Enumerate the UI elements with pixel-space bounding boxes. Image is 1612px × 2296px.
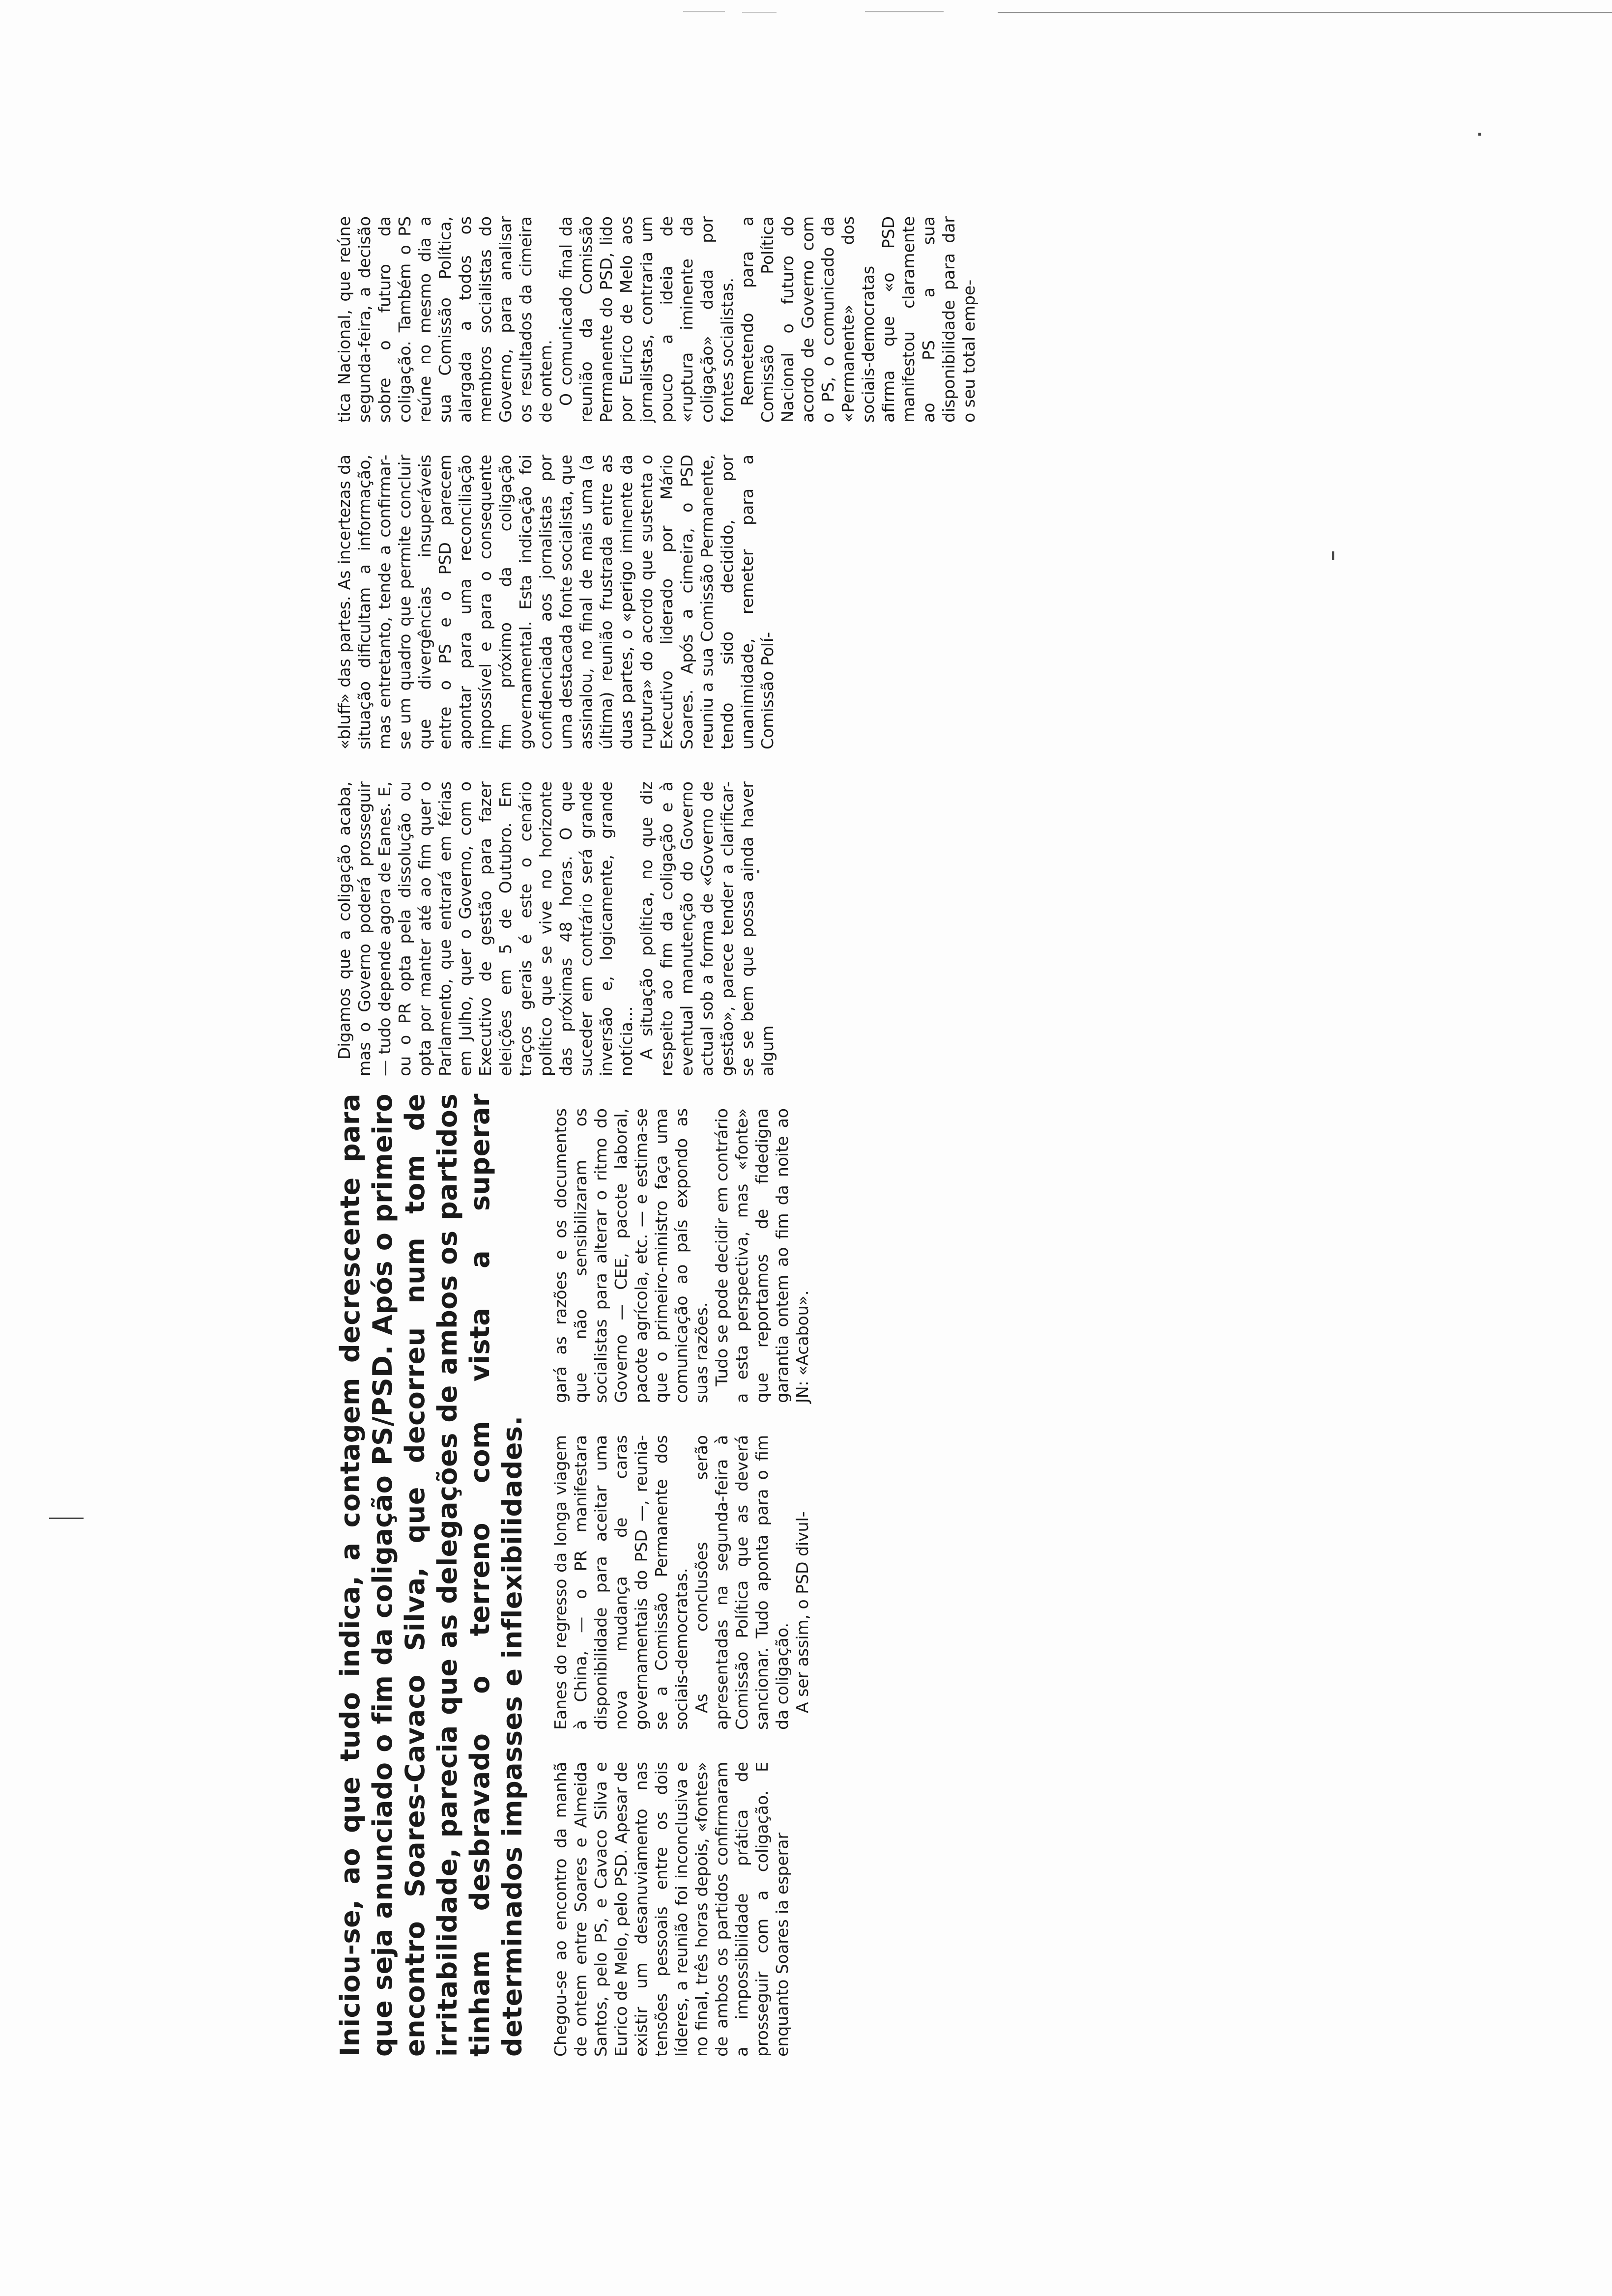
article-column-3 [550,1108,812,1403]
scan-speck [49,1518,84,1519]
column-paragraph: A ser assim, o PSD divul- [793,1511,812,1713]
column-paragraph: O comunicado final da reunião da Comissão Permanente do PSD, lido por Eurico de Melo aos jornalistas, contraria um pouco a ideia de «ruptura iminente da coligação» dada por fontes socialistas. [556,216,737,423]
article-column-4 [334,781,777,1076]
scan-speck [1478,133,1481,136]
column-paragraph: gará as razões e os documentos que não sensibilizaram os socialistas para alterar o ritmo do Governo — CEE, pacote laboral, pacote agrícola, etc. — e estima-se que o primeiro-ministro faça uma comunicação ao país expondo as suas razões. [551,1108,711,1403]
article-column-6 [334,216,979,423]
article-column-1 [550,1762,792,2057]
column-paragraph: Tudo se pode decidir em contrário a esta perspectiva, mas «fonte» que reportamos de fidedigna garantia ontem ao fim da noite ao JN: «Acabou». [712,1108,812,1403]
column-paragraph: Digamos que a coligação acaba, mas o Governo poderá prosseguir — tudo depende agora de Eanes. E, ou o PR opta pela dissolução ou opta por manter até ao fim quer o Parlamento, que entrará em férias em Julho, quer o Governo, com o Executivo de gestão para fazer eleições em 5 de Outubro. Em traços gerais é este o cenário político que se vive no horizonte das próximas 48 horas. O que suceder em contrário será grande inversão e, logicamente, grande notícia... [335,781,636,1076]
column-paragraph: Chegou-se ao encontro da manhã de ontem entre Soares e Almeida Santos, pelo PS, e Cavaco Silva e Eurico de Melo, pelo PSD. Apesar de existir um desanuviamento nas tensões pessoais entre os dois líderes, a reunião foi inconclusiva e no final, três horas depois, «fontes» de ambos os partidos confirmaram a impossibilidade prática de prosseguir com a coligação. E enquanto Soares ia esperar [551,1762,792,2057]
column-paragraph: tica Nacional, que reúne segunda-feira, a decisão sobre o futuro da coligação. Também o PS reúne no mesmo dia a sua Comissão Política, alargada a todos os membros socialistas do Governo, para analisar os resultados da cimeira de ontem. [335,216,555,423]
column-paragraph: Remetendo para a Comissão Política Nacional o futuro do acordo de Governo com o PS, o comunicado da «Permanente» dos sociais-democratas afirma que «o PSD manifestou claramente ao PS a sua disponibilidade para dar o seu total empe- [738,216,979,423]
column-paragraph: Eanes do regresso da longa viagem à China, — o PR manifestara disponibilidade para aceitar uma nova mudança de caras governamentais do PSD —, reunia-se a Comissão Permanente dos sociais-democratas. [551,1435,691,1730]
column-paragraph: As conclusões serão apresentadas na segunda-feira à Comissão Política que as deverá sancionar. Tudo aponta para o fim da coligação. [692,1435,792,1730]
article-headline: Iniciou-se, ao que tudo indica, a contagem decrescente para que seja anunciado o fim da coligação PS/PSD. Após o primeiro encontro Soares-Cavaco Silva, que decorreu num tom de irritabilidade, parecia que as delegações de ambos os partidos tinham desbravado o terreno com vista a superar determinados impasses e inflexibilidades. [335,1093,528,2057]
scan-edge-line [683,11,725,12]
scan-speck [1332,551,1334,560]
article-column-2 [550,1435,812,1730]
article-column-5 [334,455,777,749]
column-paragraph: A situação política, no que diz respeito ao fim da coligação e à eventual manutenção do Governo actual sob a forma de «Governo de gestão», parece tender a clarificar-se se bem que possa ainda haver algum [637,781,777,1076]
scan-edge-line [865,11,944,12]
scan-edge-line [998,12,1612,13]
column-paragraph: «bluff» das partes. As incertezas da situação dificultam a informação, mas entretanto, tende a confirmar-se um quadro que permite concluir que divergências insuperáveis entre o PS e o PSD parecem apontar para uma reconciliação impossível e para o consequente fim próximo da coligação governamental. Esta indicação foi confidenciada aos jornalistas por uma destacada fonte socialista, que assinalou, no final de mais uma (a última) reunião frustrada entre as duas partes, o «perigo iminente da ruptura» do acordo que sustenta o Executivo liderado por Mário Soares. Após a cimeira, o PSD reuniu a sua Comissão Permanente, tendo sido decidido, por unanimidade, remeter para a Comissão Polí- [335,455,777,749]
scan-edge-line [742,12,777,13]
newspaper-article [334,216,1278,2057]
